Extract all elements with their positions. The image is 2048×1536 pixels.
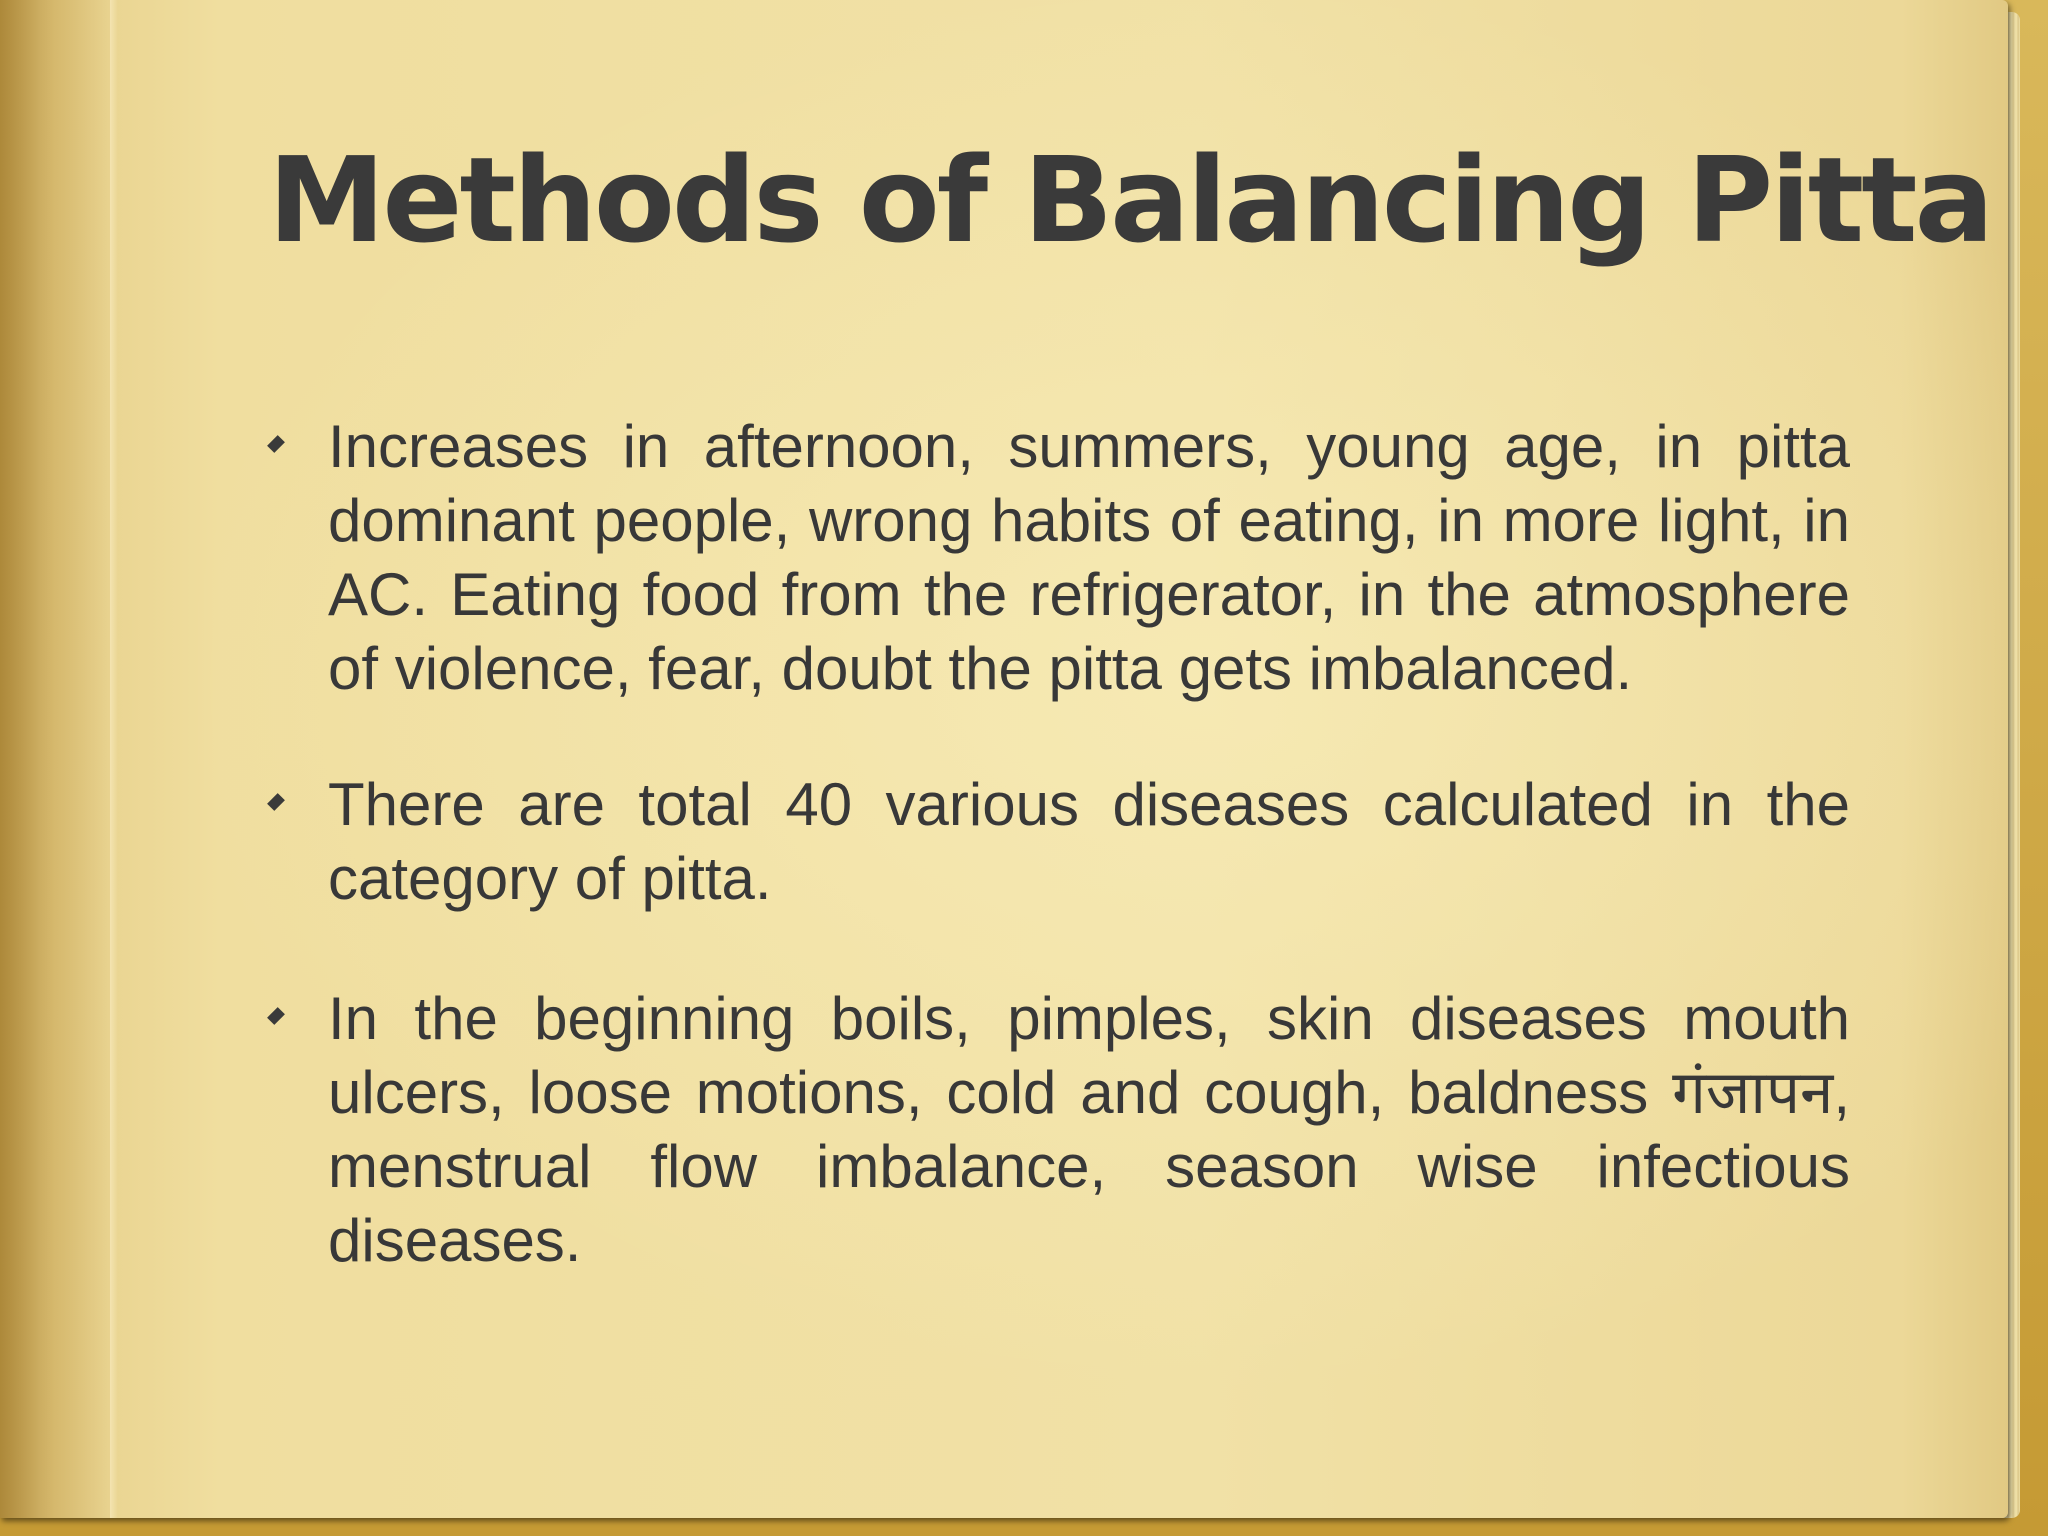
bullet-item — [268, 410, 1850, 706]
bullet-list — [268, 410, 1850, 1340]
spine-highlight — [110, 0, 118, 1518]
bullet-text: Increases in afternoon, summers, young age, in pitta dominant people, wrong habits of eating, in more light, in AC. Eating food from the refrigerator, in the atmosphere of violence, fear, doubt the pitta gets imbalanced. — [328, 413, 1850, 702]
bullet-item — [268, 768, 1850, 916]
diamond-bullet-icon — [267, 793, 285, 811]
bullet-text: There are total 40 various diseases calculated in the category of pitta. — [328, 771, 1850, 912]
bullet-text: In the beginning boils, pimples, skin diseases mouth ulcers, loose motions, cold and cough, baldness गंजापन, menstrual flow imbalance, season wise infectious diseases. — [328, 985, 1850, 1274]
diamond-bullet-icon — [267, 1007, 285, 1025]
bullet-item — [268, 982, 1850, 1278]
diamond-bullet-icon — [267, 435, 285, 453]
slide-title: Methods of Balancing Pitta — [268, 131, 1992, 269]
